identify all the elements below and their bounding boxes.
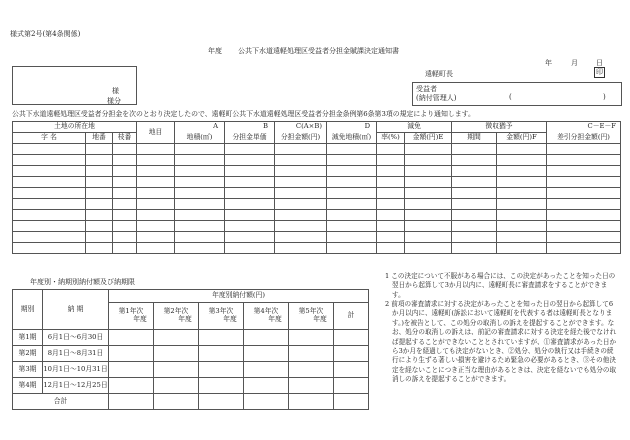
note-2: 2 前項の審査請求に対する決定があったことを知った日の翌日から起算して6か月以内に、遠軽町(訴訟において遠軽町を代表する者は遠軽町長となります。)を被告として、この処分の取消しの訴えを提起することができます。なお、処分の取消しの訴えは、前記の審査請求に対する決定を経た後でなければ提起することができないこととされていますが、①審査請求があった日から3か月を経過しても決定がないとき、②処分、処分の執行又は手続きの続行により生ずる著しい損害を避けるため緊急の必要があるとき、③その他決定を経ないことにつき正当な理由があるときは、決定を経ないでも処分の取消しの訴えを提起することができます。 [385, 300, 617, 383]
mayor-label: 遠軽町長 [425, 70, 453, 78]
col-c-letter: C(A×B) [275, 122, 327, 133]
table-row [13, 144, 621, 155]
year-col-1: 第1年次 年度 [109, 303, 154, 330]
table-row [13, 177, 621, 188]
title-year: 年度 [208, 47, 222, 55]
note-1: 1 この決定について不服がある場合には、この決定があったことを知った日の翌日から起算して3か月以内に、遠軽町長に審査請求をすることができます。 [385, 272, 616, 299]
table-row [13, 232, 621, 243]
assessment-table [12, 121, 621, 254]
chiban-header: 地番 [86, 133, 113, 144]
table-row [13, 166, 621, 177]
period-col-header: 期別 [13, 290, 43, 330]
period-cell: 第2期 [13, 346, 43, 362]
notes [385, 272, 617, 384]
mayor-seal: 印 [596, 68, 603, 76]
table-row [13, 330, 369, 346]
deadline-col-header: 納 期 [43, 290, 109, 330]
genmen-amount-header: 金額(円)E [405, 133, 452, 144]
choshu-amount-header: 金額(円)F [497, 133, 547, 144]
table-row [13, 346, 369, 362]
admin-label: (納付管理人) [416, 94, 457, 102]
table-row [13, 155, 621, 166]
date-year: 年 [545, 59, 552, 67]
year-col-2: 第2年次 年度 [154, 303, 199, 330]
intro-text: 公共下水道遠軽処理区受益者分担金を次のとおり決定したので、遠軽町公共下水道遠軽処理区受益者分担金条例第6条第3項の規定により通知します。 [12, 110, 475, 118]
col-d-letter: D [327, 122, 377, 133]
year-col-4: 第4年次 年度 [244, 303, 289, 330]
deadline-cell: 8月1日～8月31日 [43, 346, 109, 362]
period-cell: 第3期 [13, 362, 43, 378]
form-id: 様式第2号(第4条関係) [10, 30, 81, 38]
deadline-cell: 6月1日～6月30日 [43, 330, 109, 346]
admin-paren-close: ) [603, 93, 606, 101]
kikan-header: 期間 [452, 133, 497, 144]
col-b-header: 分担金単価 [225, 133, 275, 144]
ritsu-header: 率(%) [377, 133, 405, 144]
aza-header: 字 名 [13, 133, 86, 144]
total-row-label: 合計 [13, 394, 109, 410]
location-header: 土地の所在地 [13, 122, 137, 133]
year-col-3: 第3年次 年度 [199, 303, 244, 330]
table-row [13, 188, 621, 199]
genmen-header: 減免 [377, 122, 452, 133]
document-title: 公共下水道遠軽処理区受益者分担金賦課決定通知書 [238, 47, 399, 55]
col-b-letter: B [225, 122, 275, 133]
edaban-header: 枝番 [113, 133, 137, 144]
table-row [13, 378, 369, 394]
yearly-header: 年度別納付額(円) [109, 290, 369, 303]
table-row [13, 221, 621, 232]
addressee-honorific: 様 [112, 87, 119, 95]
table-row [13, 362, 369, 378]
date-day: 日 [596, 59, 603, 67]
choshu-header: 徴収猶予 [452, 122, 547, 133]
date-month: 月 [571, 59, 578, 67]
receipt-label: 様分 [107, 97, 121, 105]
payment-table [12, 289, 369, 410]
chimoku-header: 地目 [137, 122, 175, 144]
period-cell: 第1期 [13, 330, 43, 346]
admin-paren-open: ( [509, 93, 512, 101]
year-col-5: 第5年次 年度 [289, 303, 334, 330]
col-a-header: 地積(㎡) [175, 133, 225, 144]
col-d-header: 減免地積(㎡) [327, 133, 377, 144]
col-c-header: 分担金額(円) [275, 133, 327, 144]
period-cell: 第4期 [13, 378, 43, 394]
assessment-body [13, 144, 621, 254]
total-row [13, 394, 369, 410]
deadline-cell: 10月1日～10月31日 [43, 362, 109, 378]
beneficiary-label: 受益者 [416, 85, 437, 93]
table-row [13, 210, 621, 221]
payment-section-title: 年度別・納期別納付額及び納期限 [30, 278, 135, 286]
sashihiki-header: 差引分担金額(円) [547, 133, 621, 144]
table-row [13, 199, 621, 210]
deadline-cell: 12月1日～12月25日 [43, 378, 109, 394]
col-a-letter: A [175, 122, 225, 133]
table-row [13, 243, 621, 254]
col-cef-letter: C－E－F [547, 122, 621, 133]
total-col-header: 計 [334, 303, 369, 330]
